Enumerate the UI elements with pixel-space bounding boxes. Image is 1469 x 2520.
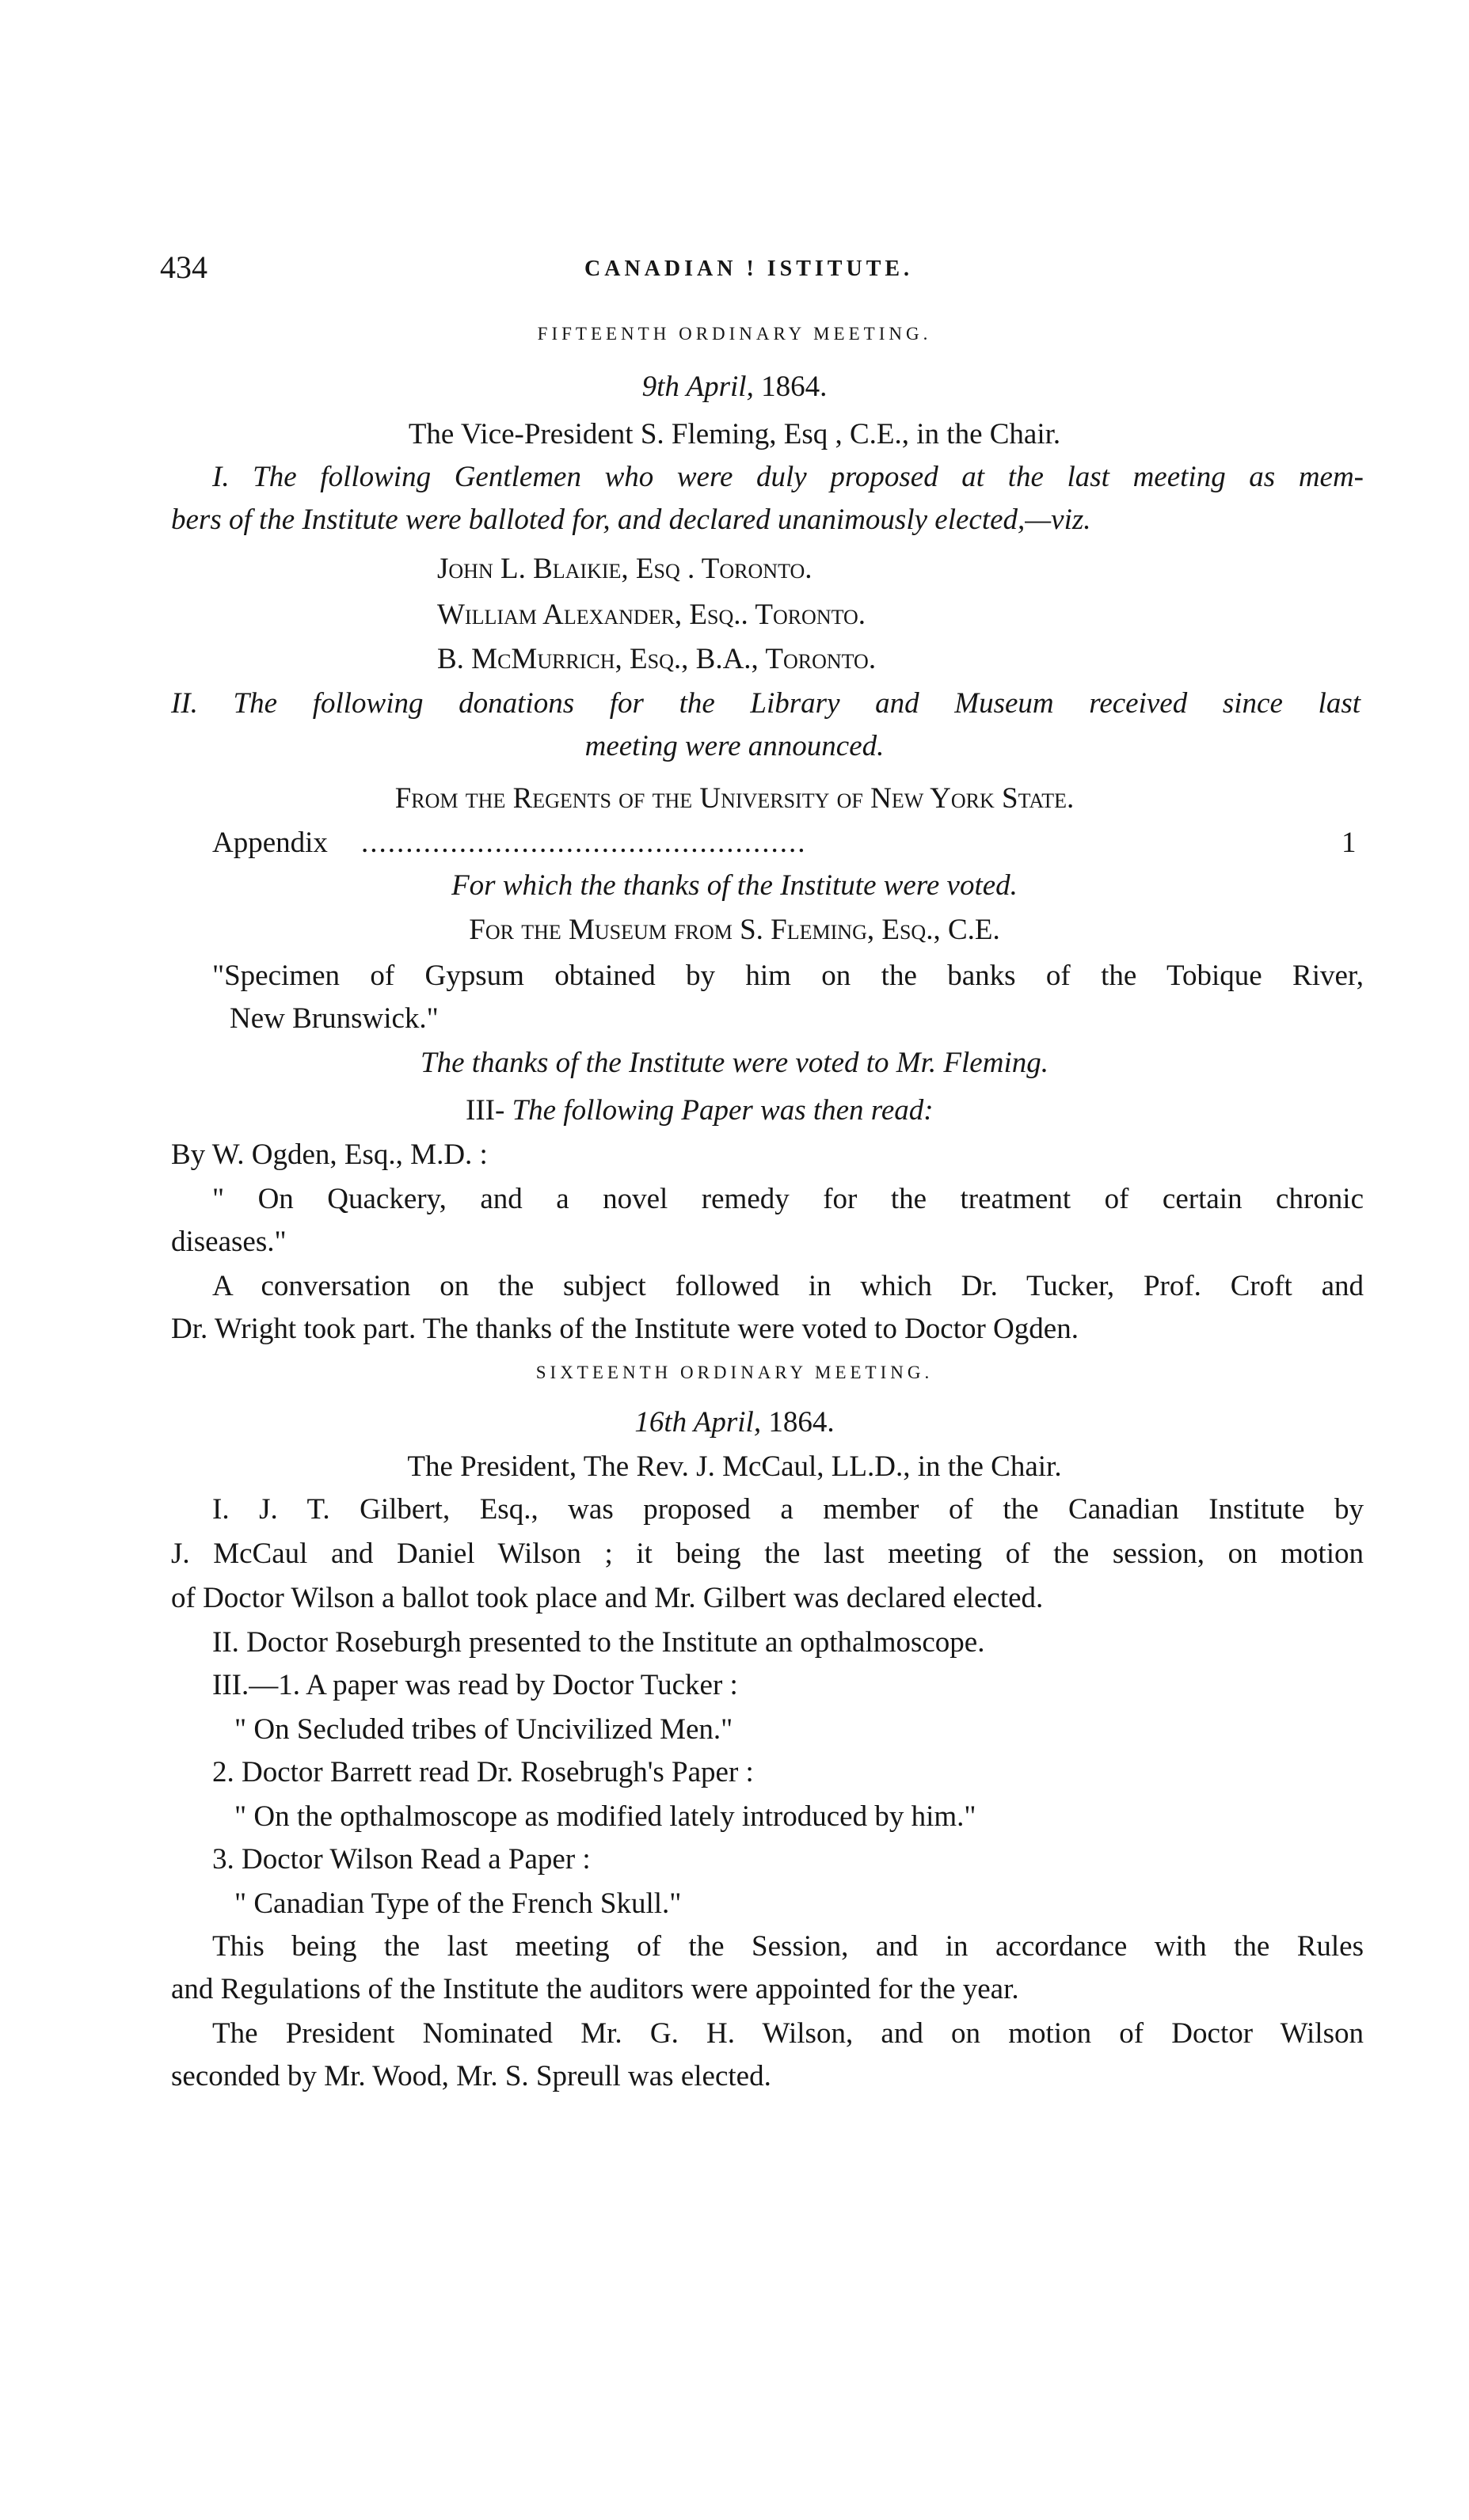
- meeting-heading-fifteenth: FIFTEENTH ORDINARY MEETING.: [537, 324, 932, 344]
- leader-dots: ..................................................: [361, 827, 807, 859]
- thanks-voted-note: For which the thanks of the Institute were voted.: [451, 869, 1018, 902]
- item-one-line-two: J. McCaul and Daniel Wilson ; it being the last meeting of the session, on motion: [171, 1537, 1364, 1570]
- paper-title-line-one: " On Quackery, and a novel remedy for the treatment of certain chronic: [212, 1183, 1364, 1215]
- paper-title-line-two: diseases.": [171, 1226, 287, 1258]
- appendix-count: 1: [1342, 827, 1357, 859]
- item-one-line-one: I. J. T. Gilbert, Esq., was proposed a member of the Canadian Institute by: [212, 1493, 1364, 1526]
- date-year: 1864.: [761, 371, 828, 403]
- page-number: 434: [160, 249, 207, 285]
- date-year: 1864.: [768, 1406, 835, 1439]
- item-two-line: II. Doctor Roseburgh presented to the Institute an opthalmoscope.: [212, 1626, 985, 1659]
- nomination-line-one: The President Nominated Mr. G. H. Wilson, and on motion of Doctor Wilson: [212, 2017, 1364, 2050]
- paper-author: By W. Ogden, Esq., M.D. :: [171, 1138, 488, 1171]
- paper-three-line: 3. Doctor Wilson Read a Paper :: [212, 1843, 591, 1876]
- conversation-line-one: A conversation on the subject followed in which Dr. Tucker, Prof. Croft and: [212, 1270, 1364, 1302]
- date-day: 9th April,: [641, 371, 754, 403]
- meeting-heading-sixteenth: SIXTEENTH ORDINARY MEETING.: [535, 1363, 934, 1382]
- specimen-line-one: "Specimen of Gypsum obtained by him on the banks of the Tobique River,: [212, 960, 1364, 992]
- specimen-line-two: New Brunswick.": [230, 1002, 439, 1035]
- session-line-one: This being the last meeting of the Session, and in accordance with the Rules: [212, 1930, 1364, 1963]
- item-one-line-two: bers of the Institute were balloted for, and declared unanimously elected,—viz.: [171, 504, 1091, 536]
- member-entry: William Alexander, Esq.. Toronto.: [437, 599, 866, 631]
- member-entry: B. McMurrich, Esq., B.A., Toronto.: [437, 643, 877, 675]
- conversation-line-two: Dr. Wright took part. The thanks of the Institute were voted to Doctor Ogden.: [171, 1313, 1079, 1345]
- item-three-number: III-: [466, 1094, 505, 1127]
- thanks-to-fleming: The thanks of the Institute were voted to Mr. Fleming.: [421, 1047, 1048, 1079]
- item-one-line-one: I. The following Gentlemen who were duly proposed at the last meeting as mem-: [212, 461, 1364, 493]
- paper-quote: " Canadian Type of the French Skull.": [234, 1887, 682, 1920]
- item-three-text: The following Paper was then read:: [512, 1094, 934, 1127]
- item-one-line-three: of Doctor Wilson a ballot took place and Mr. Gilbert was declared elected.: [171, 1582, 1044, 1614]
- date-day: 16th April,: [634, 1406, 762, 1439]
- chair-statement-fifteenth: The Vice-President S. Fleming, Esq , C.E., in the Chair.: [408, 418, 1061, 450]
- appendix-label: Appendix: [212, 827, 328, 859]
- running-title: CANADIAN ! ISTITUTE.: [584, 257, 914, 281]
- paper-quote: " On Secluded tribes of Uncivilized Men.": [234, 1713, 733, 1746]
- nomination-line-two: seconded by Mr. Wood, Mr. S. Spreull was elected.: [171, 2060, 771, 2092]
- meeting-date-fifteenth: [0, 372, 1469, 401]
- paper-two-line: 2. Doctor Barrett read Dr. Rosebrugh's Paper :: [212, 1756, 754, 1788]
- meeting-date-sixteenth: [0, 1408, 1469, 1437]
- item-three-heading: [466, 1096, 934, 1125]
- item-two-line-one: II. The following donations for the Library and Museum received since last: [171, 687, 1361, 720]
- chair-statement-sixteenth: The President, The Rev. J. McCaul, LL.D., in the Chair.: [407, 1450, 1062, 1483]
- donation-source-museum: For the Museum from S. Fleming, Esq., C.E.: [469, 914, 1000, 946]
- item-three-line: III.—1. A paper was read by Doctor Tucker :: [212, 1669, 738, 1701]
- donation-source-regents: From the Regents of the University of New York State.: [394, 782, 1075, 815]
- item-two-line-two: meeting were announced.: [584, 730, 885, 762]
- member-entry: John L. Blaikie, Esq . Toronto.: [437, 553, 813, 585]
- session-line-two: and Regulations of the Institute the auditors were appointed for the year.: [171, 1973, 1019, 2005]
- paper-quote: " On the opthalmoscope as modified lately introduced by him.": [234, 1800, 976, 1833]
